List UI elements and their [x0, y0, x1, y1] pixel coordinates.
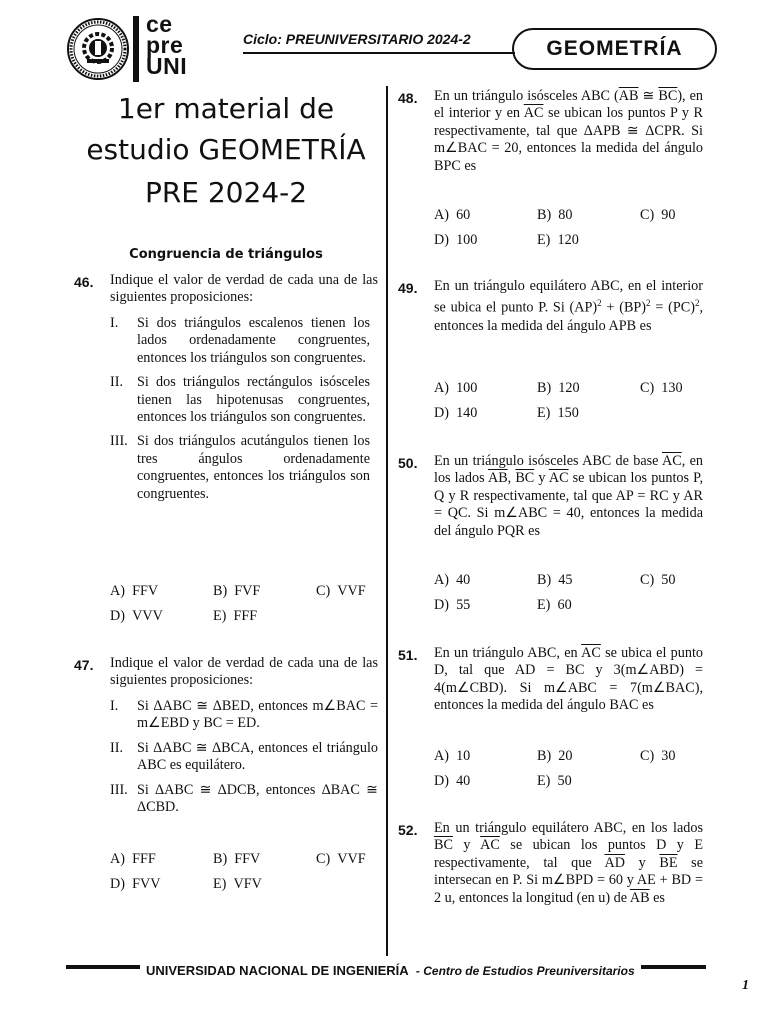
question-number: 49. [398, 280, 418, 296]
question-number: 51. [398, 647, 418, 663]
answer-option: A) FFV [110, 583, 159, 599]
question-number: 47. [74, 657, 94, 673]
question-47-stem: Indique el valor de verdad de cada una de las siguientes proposiciones: [110, 655, 378, 689]
answer-option: D) FVV [110, 876, 161, 892]
question-49-text: En un triángulo equilátero ABC, en el interior se ubica el punto P. Si (AP)$^2$ + (BP)$^2$ = (PC)$^2$, entonces la medida del ángulo APB es [434, 278, 703, 334]
answer-option: B) 20 [537, 748, 573, 764]
answer-option: E) FFF [213, 608, 258, 624]
answer-option: A) 100 [434, 380, 478, 396]
header-rule [243, 52, 515, 54]
question-number: 46. [74, 274, 94, 290]
answer-option: C) 90 [640, 207, 676, 223]
question-51-text: En un triángulo ABC, en $\overline{AC}$ se ubica el punto D, tal que AD = BC y 3(m∠ABD) = 4(m∠CBD). Si m∠ABC = 7(m∠BAC), entonces la medida del ángulo BAC es [434, 645, 703, 714]
answer-option: E) 150 [537, 405, 579, 421]
answer-option: C) VVF [316, 583, 366, 599]
page-title-line-3: PRE 2024-2 [144, 176, 308, 209]
answer-option: B) 45 [537, 572, 573, 588]
question-number: 50. [398, 455, 418, 471]
proposition-item: II. Si ΔABC ≅ ΔBCA, entonces el triángulo ABC es equilátero. [110, 739, 378, 774]
footer-institution: UNIVERSIDAD NACIONAL DE INGENIERÍA - Centro de Estudios Preuniversitarios [140, 963, 641, 978]
question-52-text: En un triángulo equilátero ABC, en los lados $\overline{BC}$ y $\overline{AC}$ se ubican los puntos D y E respectivamente, tal que $\overline{AD}$ y $\overline{BE}$ se intersecan en P. Si m∠BPD = 60 y AE + BD = 2 u, entonces la longitud (en u) de $\overline{AB}$ es [434, 820, 703, 906]
proposition-item: I. Si dos triángulos escalenos tienen los lados ordenadamente congruentes, entonces los triángulos son congruentes. [110, 315, 370, 366]
answer-option: A) 10 [434, 748, 471, 764]
question-number: 52. [398, 822, 418, 838]
section-heading: Congruencia de triángulos [129, 247, 323, 262]
page-title-line-1: 1er material de [117, 92, 335, 125]
answer-option: D) VVV [110, 608, 163, 624]
question-47-items [110, 698, 378, 823]
answer-option: D) 55 [434, 597, 471, 613]
proposition-item: III. Si dos triángulos acutángulos tienen los tres ángulos ordenadamente congruentes, entonces los triángulos son congruentes. [110, 433, 370, 502]
answer-option: C) 50 [640, 572, 676, 588]
answer-option: E) VFV [213, 876, 262, 892]
answer-option: D) 140 [434, 405, 478, 421]
page-title-line-2: estudio GEOMETRÍA [86, 133, 366, 166]
cepre-uni-logo: ce pre UNI [146, 11, 188, 79]
answer-option: C) VVF [316, 851, 366, 867]
answer-option: B) FFV [213, 851, 261, 867]
answer-option: D) 40 [434, 773, 471, 789]
answer-option: C) 130 [640, 380, 683, 396]
question-number: 48. [398, 90, 418, 106]
answer-option: E) 60 [537, 597, 572, 613]
answer-option: B) FVF [213, 583, 261, 599]
cycle-label: Ciclo: PREUNIVERSITARIO 2024-2 [243, 31, 471, 47]
answer-option: E) 120 [537, 232, 579, 248]
brand-bar [133, 16, 139, 82]
proposition-item: II. Si dos triángulos rectángulos isósceles tienen las hipotenusas congruentes, entonces los triángulos son congruentes. [110, 374, 370, 426]
question-50-text: En un triángulo isósceles ABC de base $\overline{AC}$, en los lados $\overline{AB}$, $\overline{BC}$ y $\overline{AC}$ se ubican los puntos P, Q y R respectivamente, tal que AP = RC y AR = QC. Si m∠ABC = 40, entonces la medida del ángulo PQR es [434, 453, 704, 539]
answer-option: A) FFF [110, 851, 156, 867]
subject-badge: GEOMETRÍA [512, 28, 717, 70]
proposition-item: III. Si ΔABC ≅ ΔDCB, entonces ΔBAC ≅ ΔCBD. [110, 781, 378, 816]
column-divider [386, 86, 388, 956]
answer-option: E) 50 [537, 773, 572, 789]
answer-option: A) 40 [434, 572, 471, 588]
answer-option: A) 60 [434, 207, 471, 223]
answer-option: B) 120 [537, 380, 580, 396]
answer-option: C) 30 [640, 748, 676, 764]
proposition-item: I. Si ΔABC ≅ ΔBED, entonces m∠BAC = m∠EBD y BC = ED. [110, 698, 378, 732]
question-46-stem: Indique el valor de verdad de cada una de las siguientes proposiciones: [110, 272, 378, 306]
answer-option: B) 80 [537, 207, 573, 223]
university-seal-logo [67, 18, 129, 80]
question-48-text: En un triángulo isósceles ABC ($\overline{AB}$ ≅ $\overline{BC}$), en el interior y en $\overline{AC}$ se ubican los puntos P y R respectivamente, tal que ΔAPB ≅ ΔCPR. Si m∠BAC = 20, entonces la medida del ángulo BPC es [434, 88, 703, 174]
page-number: 1 [742, 978, 749, 993]
question-46-items [110, 315, 370, 510]
answer-option: D) 100 [434, 232, 478, 248]
